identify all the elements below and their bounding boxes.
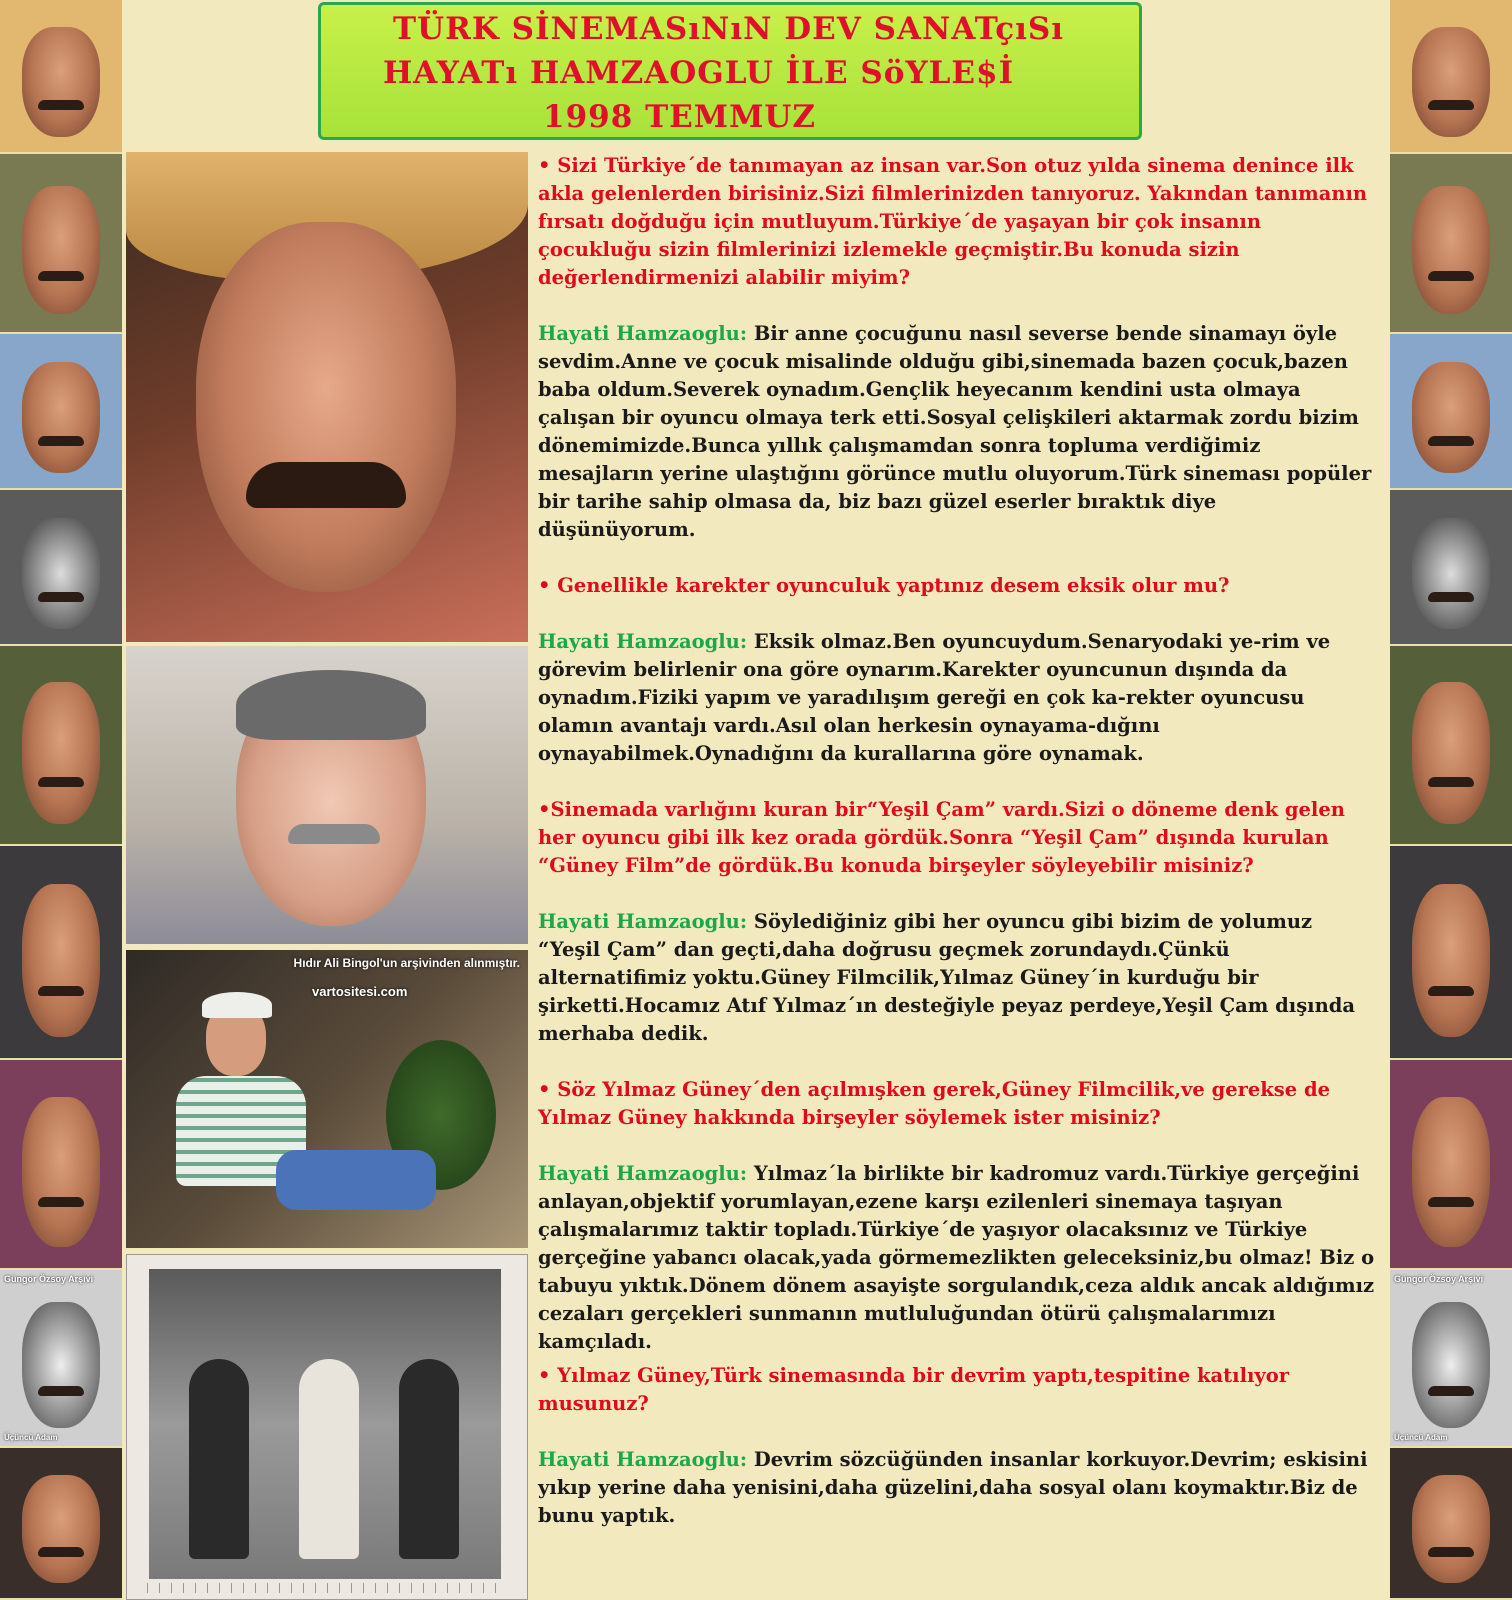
- speaker-label: Hayati Hamzaoglu:: [538, 630, 748, 653]
- strip-photo: [1390, 154, 1512, 334]
- archive-credit: Hıdır Ali Bingol'un arşivinden alınmıştır.: [293, 956, 520, 970]
- strip-photo: [1390, 1448, 1512, 1600]
- answer-4: [538, 1160, 1378, 1356]
- title-line-3: 1998 TEMMUZ: [543, 99, 817, 135]
- portrait-turban-photo: [126, 152, 528, 642]
- strip-photo: [1390, 490, 1512, 646]
- speaker-label: Hayati Hamzaoglu:: [538, 910, 748, 933]
- answer-text: Eksik olmaz.Ben oyuncuydum.Senaryodaki ye-rim ve görevim belirlenir ona göre oynarım.Karekter oyuncunun dışında da oynadım.Fiziki yapım ve yaradılışım gereği en çok ka-rekter oyuncusu olamın avantajı vardı.Asıl olan herkesin oynayama-dığını oynayabilmek.Oynadığını da kurallarına göre oynamak.: [538, 630, 1331, 765]
- strip-photo: [0, 1060, 122, 1270]
- question-1: • Sizi Türkiye´de tanımayan az insan var.Son otuz yılda sinema denince ilk akla gelenlerden birisiniz.Sizi filmlerinizden tanıyoruz. Yakından tanımanın fırsatı doğduğu için mutluyum.Türkiye´de yaşayan bir çok insanın çocukluğu sizin filmlerinizi izlemekle geçmiştir.Bu konuda sizin değerlendirmenizi alabilir miyim?: [538, 154, 1368, 289]
- speaker-label: Hayati Hamzaoglu:: [538, 1448, 748, 1471]
- strip-photo: [0, 646, 122, 846]
- film-still-photo: [126, 1254, 528, 1600]
- title-banner: [318, 2, 1142, 140]
- interview-article: [538, 152, 1378, 1530]
- answer-5: [538, 1446, 1378, 1530]
- title-line-1: TÜRK SİNEMASıNıN DEV SANATçıSı: [393, 11, 1065, 47]
- strip-photo: [1390, 1060, 1512, 1270]
- speaker-label: Hayati Hamzaoglu:: [538, 1162, 748, 1185]
- answer-text: Yılmaz´la birlikte bir kadromuz vardı.Türkiye gerçeğini anlayan,objektif yorumlayan,ezene karşı ezilenleri sinemaya taşıyan çalışmalarımız taktir topladı.Türkiye´de yaşıyor olacaksınız ve Türkiye gerçeğine yabancı olacak,yada görmemezlikten geleceksiniz,bu olmaz! Biz o tabuyu yıktık.Dönem dönem asayişte sorgulandık,ceza aldık ancak aldığımız cezaları gerçekleri sunmanın mutluluğundan ötürü çalışmalarımızı kamçıladı.: [538, 1162, 1375, 1353]
- strip-photo: [0, 334, 122, 490]
- strip-photo: [0, 1270, 122, 1448]
- strip-photo: [0, 1448, 122, 1600]
- question-4: • Söz Yılmaz Güney´den açılmışken gerek,Güney Filmcilik,ve gerekse de Yılmaz Güney hakkında birşeyler söylemek ister misiniz?: [538, 1078, 1331, 1129]
- seated-man-photo: [126, 950, 528, 1248]
- strip-photo: [0, 846, 122, 1060]
- answer-3: [538, 908, 1378, 1048]
- strip-photo: [1390, 646, 1512, 846]
- answer-text: Söylediğiniz gibi her oyuncu gibi bizim de yolumuz “Yeşil Çam” dan geçti,daha doğrusu geçmek zorundaydı.Çünkü alternatifimiz yoktu.Güney Filmcilik,Yılmaz Güney´in kurduğu bir şirketti.Hocamız Atıf Yılmaz´ın desteğiyle peyaz perdeye,Yeşil Çam dışında merhaba dedik.: [538, 910, 1356, 1045]
- left-photo-strip: [0, 0, 122, 1600]
- right-photo-strip: [1390, 0, 1512, 1600]
- answer-text: Bir anne çocuğunu nasıl severse bende sinamayı öyle sevdim.Anne ve çocuk misalinde olduğu gibi,sinemada bazen çocuk,bazen baba oldum.Severek oynadım.Gençlik heyecanım kendini usta olmaya çalışan bir oyuncu olmaya terk etti.Sosyal çelişkileri aktarmak zordu bizim dönemimizde.Bunca yıllık çalışmamdan sonra topluma verdiğimiz mesajların yerine ulaştığını görünce mutlu oluyorum.Türk sineması popüler bir tarihe sahip olmasa da, biz bazı güzel eserler bıraktık diye düşünüyorum.: [538, 322, 1372, 541]
- question-2: • Genellikle karekter oyunculuk yaptınız desem eksik olur mu?: [538, 574, 1230, 597]
- archive-caption: Güngör Özsoy Arşivi: [4, 1274, 94, 1284]
- site-credit: vartositesi.com: [312, 984, 408, 999]
- answer-2: [538, 628, 1378, 768]
- answer-text: Devrim sözcüğünden insanlar korkuyor.Devrim; eskisini yıkıp yerine daha yenisini,daha güzelini,daha sosyal olanı koymaktır.Biz de bunu yaptık.: [538, 1448, 1368, 1527]
- question-3: •Sinemada varlığını kuran bir“Yeşil Çam” vardı.Sizi o döneme denk gelen her oyuncu gibi ilk kez orada gördük.Sonra “Yeşil Çam” dışında kurulan “Güney Film”de gördük.Bu konuda birşeyler söyleyebilir misiniz?: [538, 798, 1345, 877]
- strip-photo: [0, 154, 122, 334]
- strip-photo: [0, 490, 122, 646]
- speaker-label: Hayati Hamzaoglu:: [538, 322, 748, 345]
- film-caption: Üçüncü Adam: [4, 1433, 58, 1442]
- answer-1: [538, 320, 1378, 544]
- film-caption: Üçüncü Adam: [1394, 1433, 1448, 1442]
- portrait-smiling-photo: [126, 646, 528, 944]
- strip-photo: [1390, 1270, 1512, 1448]
- title-line-2: HAYATı HAMZAOGLU İLE SöYLE$İ: [383, 55, 1015, 91]
- strip-photo: [0, 0, 122, 154]
- question-5: • Yılmaz Güney,Türk sinemasında bir devrim yaptı,tespitine katılıyor musunuz?: [538, 1364, 1289, 1415]
- strip-photo: [1390, 846, 1512, 1060]
- strip-photo: [1390, 334, 1512, 490]
- archive-caption: Güngör Özsoy Arşivi: [1394, 1274, 1484, 1284]
- strip-photo: [1390, 0, 1512, 154]
